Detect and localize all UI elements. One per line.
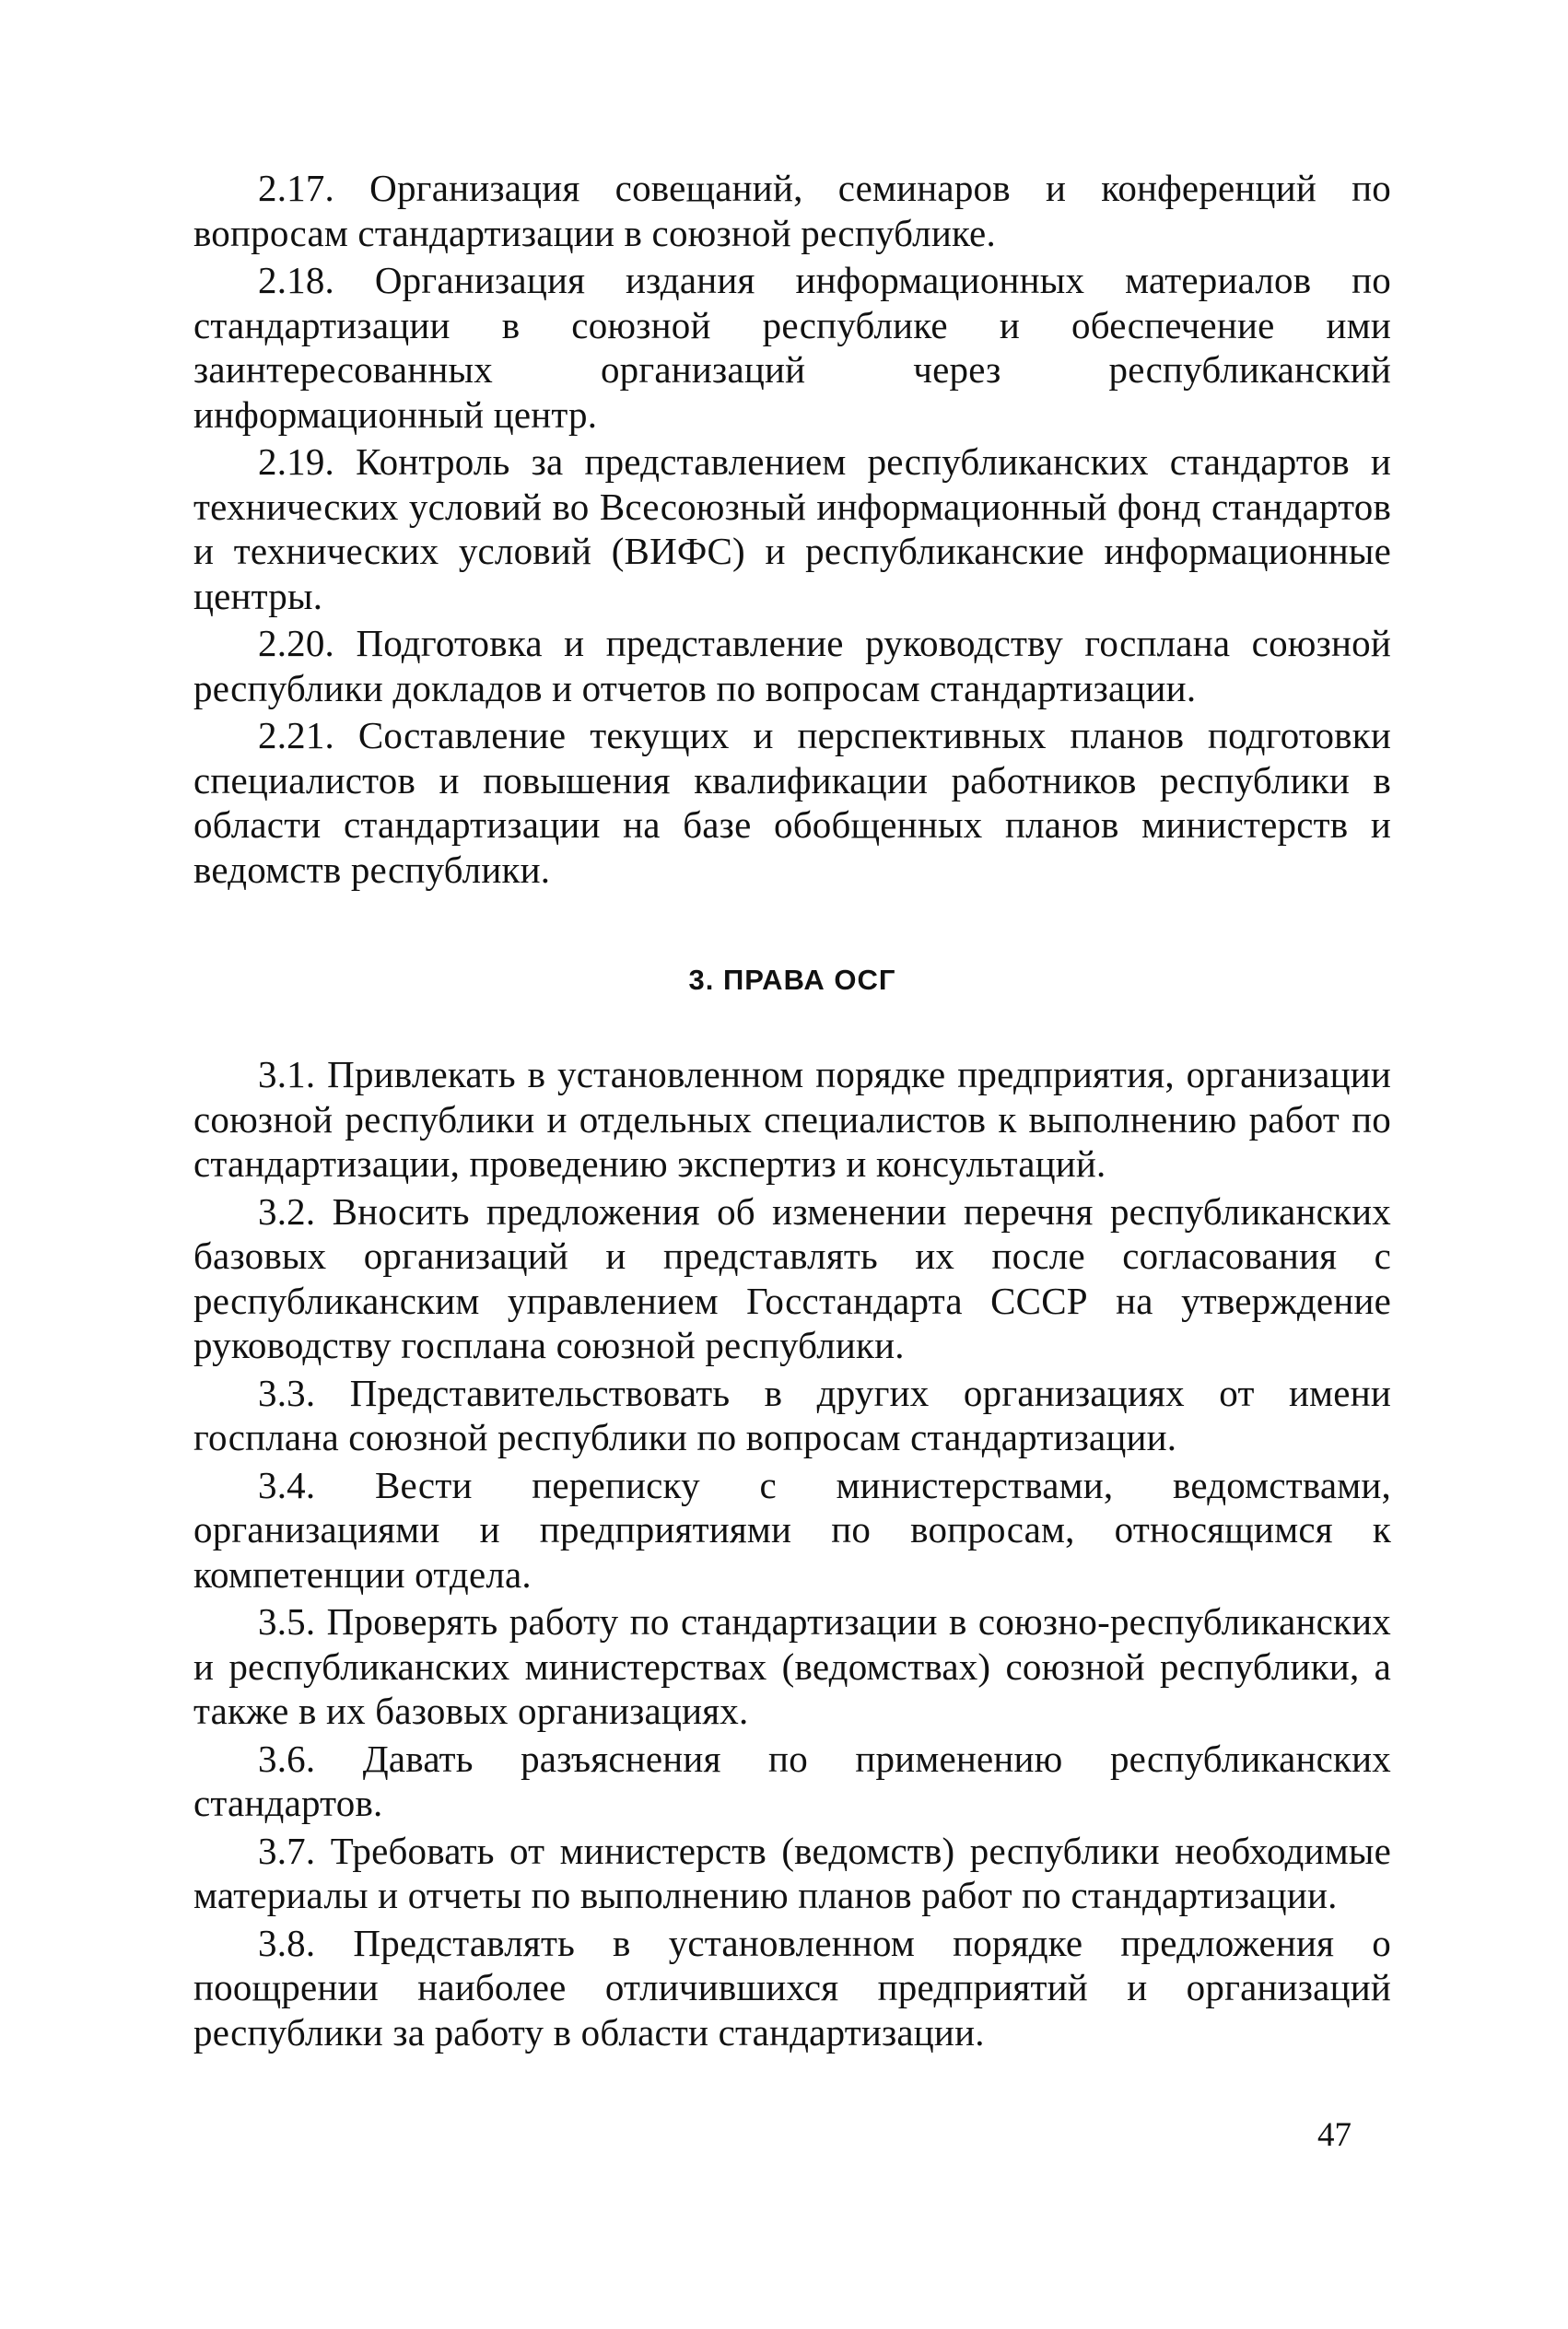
paragraph-2-21: 2.21. Составление текущих и перспективных планов подготовки специалистов и повышения квалификации работников республики в области стандартизации на базе обобщенных планов министерств и ведомств республики. [193,714,1391,891]
paragraph-3-2: 3.2. Вносить предложения об изменении перечня республиканских базовых организаций и представлять их после согласования с республиканским управлением Госстандарта СССР на утверждение руководству госплана союзной республики. [193,1189,1391,1366]
section-title: 3. ПРАВА ОСГ [688,964,896,996]
paragraph-2-19: 2.19. Контроль за представлением республиканских стандартов и технических условий во Всесоюзный информационный фонд стандартов и технических условий (ВИФС) и республиканские информационные центры. [193,440,1391,617]
page-number: 47 [1317,2116,1352,2154]
paragraph-3-3: 3.3. Представительствовать в других организациях от имени госплана союзной республики по вопросам стандартизации. [193,1371,1391,1458]
paragraph-2-18: 2.18. Организация издания информационных материалов по стандартизации в союзной республике и обеспечение ими заинтересованных организаций через республиканский информационный центр. [193,259,1391,436]
paragraph-3-6: 3.6. Давать разъяснения по применению республиканских стандартов. [193,1737,1391,1824]
paragraph-3-4: 3.4. Вести переписку с министерствами, ведомствами, организациями и предприятиями по вопросам, относящимся к компетенции отдела. [193,1463,1391,1596]
paragraph-3-1: 3.1. Привлекать в установленном порядке предприятия, организации союзной республики и отдельных специалистов к выполнению работ по стандартизации, проведению экспертиз и консультаций. [193,1053,1391,1185]
paragraph-2-20: 2.20. Подготовка и представление руководству госплана союзной республики докладов и отчетов по вопросам стандартизации. [193,622,1391,709]
paragraph-3-7: 3.7. Требовать от министерств (ведомств) республики необходимые материалы и отчеты по выполнению планов работ по стандартизации. [193,1829,1391,1916]
paragraph-2-17: 2.17. Организация совещаний, семинаров и конференций по вопросам стандартизации в союзной республике. [193,167,1391,254]
paragraph-3-8: 3.8. Представлять в установленном порядке предложения о поощрении наиболее отличившихся предприятий и организаций республики за работу в области стандартизации. [193,1921,1391,2054]
paragraph-3-5: 3.5. Проверять работу по стандартизации в союзно-республиканских и республиканских министерствах (ведомствах) союзной республики, а также в их базовых организациях. [193,1600,1391,1732]
document-page [193,166,1391,2057]
